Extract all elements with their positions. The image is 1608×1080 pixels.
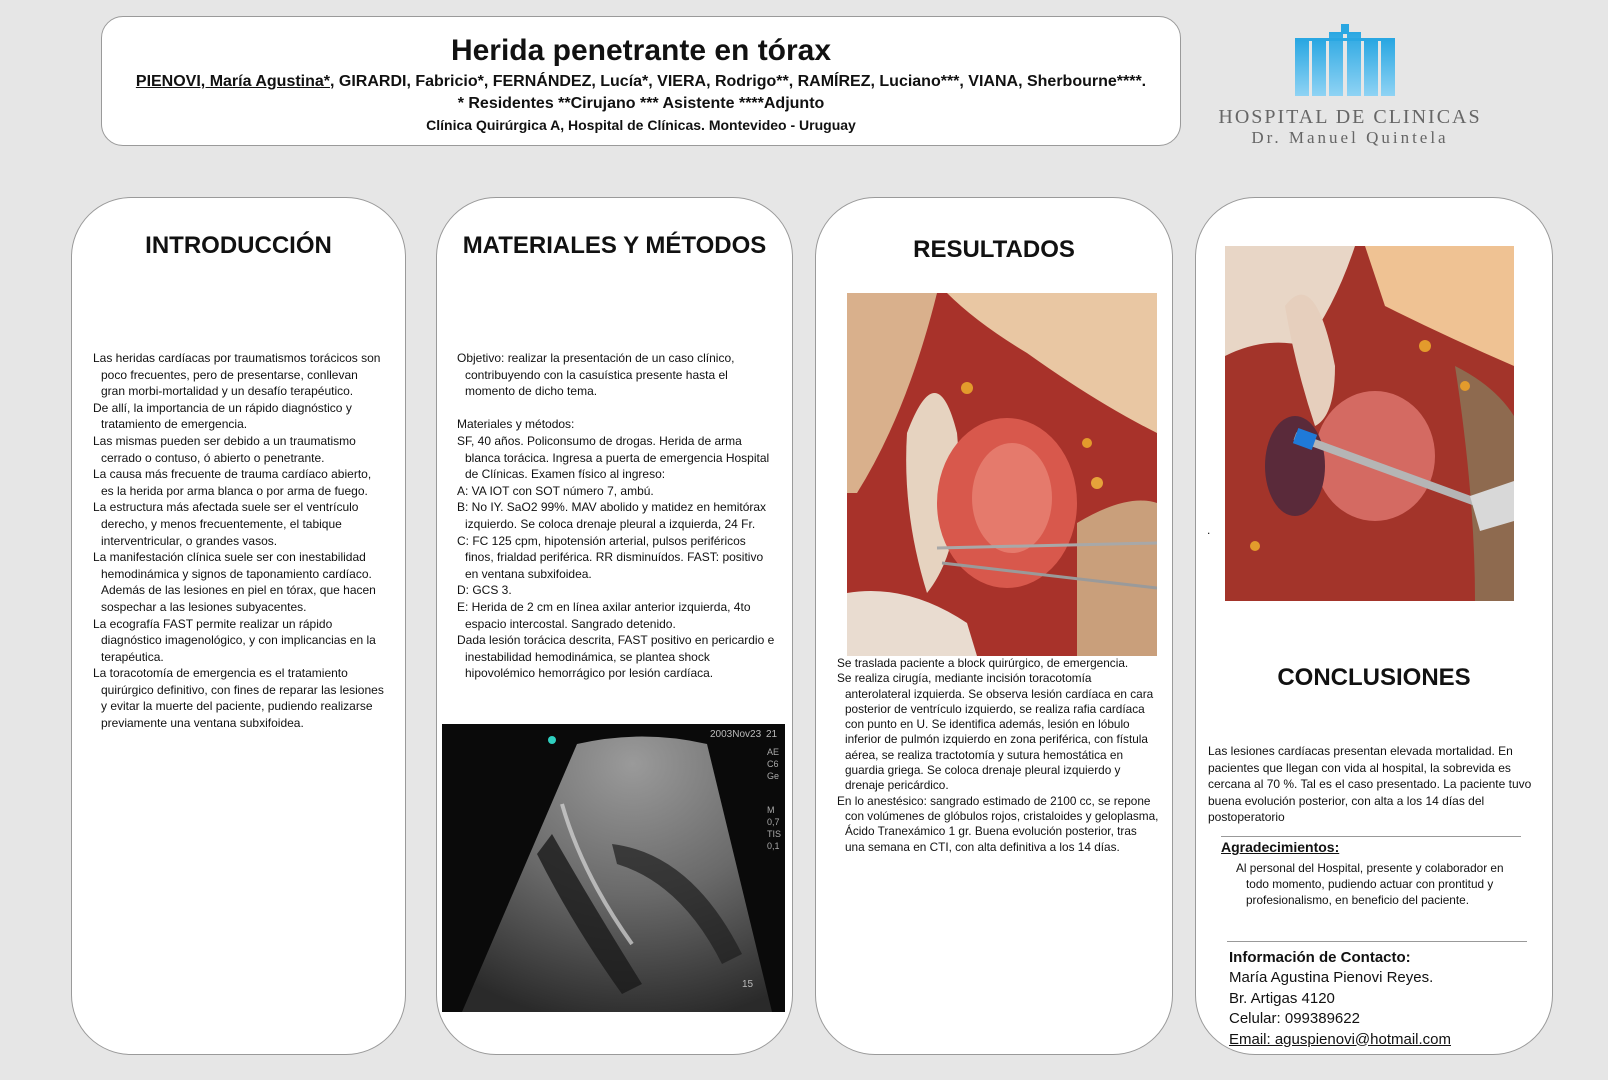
co-authors: , GIRARDI, Fabricio*, FERNÁNDEZ, Lucía*, VIERA, Rodrigo**, RAMÍREZ, Luciano***, VIANA, Sherbourne****. xyxy=(330,73,1147,90)
results-paragraph: En lo anestésico: sangrado estimado de 2100 cc, se repone con volúmenes de glóbulos rojos, cristaloides y geloplasma, Ácido Tranexámico 1 gr. Buena evolución posterior, tras una semana en CTI, con alta definitiva a los 14 días. xyxy=(837,793,1159,854)
intro-paragraph: La toracotomía de emergencia es el tratamiento quirúrgico definitivo, con fines de reparar las lesiones y evitar la muerte del paciente, pudiendo realizarse previamente una ventana subxifoidea. xyxy=(93,666,384,731)
intro-paragraph: La causa más frecuente de trauma cardíaco abierto, es la herida por arma blanca o por arma de fuego. xyxy=(93,467,372,498)
intro-paragraph: La manifestación clínica suele ser con inestabilidad hemodinámica y signos de taponamiento cardíaco. Además de las lesiones en piel en tórax, que hacen sospechar a las lesiones subyacentes. xyxy=(93,550,376,614)
surgery-photo xyxy=(847,293,1157,656)
ack-paragraph: Al personal del Hospital, presente y colaborador en todo momento, pudiendo actuar con prontitud y profesionalismo, en beneficio del paciente. xyxy=(1236,861,1504,907)
methods-paragraph: SF, 40 años. Policonsumo de drogas. Herida de arma blanca torácica. Ingresa a puerta de emergencia Hospital de Clínicas. Examen físico al ingreso: xyxy=(457,433,770,482)
ack-divider xyxy=(1221,836,1521,837)
ultrasound-date: 2003Nov23 xyxy=(710,729,762,740)
results-paragraph: Se realiza cirugía, mediante incisión toracotomía anterolateral izquierda. Se observa lesión cardíaca en cara posterior de ventrículo izquierdo, se realiza rafia cardíaca con punto en U. Se identifica además, lesión en lóbulo inferior de pulmón izquierdo en zona periférica, con fístula aérea, se realiza tractotomía y sutura hemostática en guardia griega. Se coloca drenaje pleural izquierdo y drenaje pericárdico. xyxy=(837,671,1154,793)
methods-paragraph: A: VA IOT con SOT número 7, ambú. xyxy=(457,483,654,498)
contact-title: Información de Contacto: xyxy=(1229,949,1411,966)
intro-paragraph: Las heridas cardíacas por traumatismos torácicos son poco frecuentes, pero de presentarse, conllevan gran morbi-mortalidad y un desafío terapéutico. xyxy=(93,351,381,399)
results-title: RESULTADOS xyxy=(913,236,1075,263)
results-paragraph: Se traslada paciente a block quirúrgico, de emergencia. xyxy=(837,656,1129,670)
poster-header xyxy=(101,16,1181,146)
results-text xyxy=(837,656,1159,855)
ack-title: Agradecimientos: xyxy=(1221,839,1340,855)
ultrasound-side-labels xyxy=(767,746,781,852)
ultrasound-label: M xyxy=(767,805,775,815)
ultrasound-time: 21 xyxy=(766,729,778,740)
intro-text xyxy=(93,350,385,732)
thoracotomy-photo-graphic xyxy=(847,293,1157,656)
contact-phone: Celular: 099389622 xyxy=(1229,1010,1360,1027)
contact-divider xyxy=(1227,941,1527,942)
cardiac-repair-photo-graphic xyxy=(1225,246,1514,601)
author-roles: * Residentes **Cirujano *** Asistente ****Adjunto xyxy=(457,95,825,112)
methods-paragraph: D: GCS 3. xyxy=(457,583,512,598)
contact-email-link[interactable]: Email: aguspienovi@hotmail.com xyxy=(1229,1030,1451,1048)
ultrasound-image xyxy=(442,724,785,1012)
intro-paragraph: Las mismas pueden ser debido a un traumatismo cerrado o contuso, ó abierto o penetrante. xyxy=(93,433,356,465)
ack-text xyxy=(1236,860,1526,908)
ultrasound-label: Ge xyxy=(767,771,780,781)
methods-text xyxy=(457,350,777,682)
hospital-logo xyxy=(1205,24,1495,150)
conclusions-title: CONCLUSIONES xyxy=(1277,664,1471,691)
affiliation: Clínica Quirúrgica A, Hospital de Clínicas. Montevideo - Uruguay xyxy=(426,117,856,133)
hospital-building-icon xyxy=(1295,24,1395,96)
logo-text-hospital: HOSPITAL DE CLINICAS xyxy=(1218,106,1482,128)
poster-title: Herida penetrante en tórax xyxy=(450,34,832,67)
methods-objective: Objetivo: realizar la presentación de un caso clínico, contribuyendo con la casuística presente hasta el momento de dicho tema. xyxy=(457,351,735,399)
ultrasound-label: C6 xyxy=(767,759,779,769)
stray-mark: . xyxy=(1207,523,1211,537)
intro-panel xyxy=(71,197,406,1055)
intro-paragraph: La estructura más afectada suele ser el ventrículo derecho, y menos frecuentemente, el tabique interventricular, o grandes vasos. xyxy=(93,500,359,548)
author-list xyxy=(102,71,1180,93)
conclusions-text: Las lesiones cardíacas presentan elevada mortalidad. En pacientes que llegan con vida al hospital, la sobrevida es cercana al 70 %. Tal es el caso presentado. La paciente tuvo buena evolución posterior, con alta a los 14 días del postoperatorio xyxy=(1208,744,1532,824)
intro-paragraph: La ecografía FAST permite realizar un rápido diagnóstico imagenológico, y con implicancias en la terapéutica. xyxy=(93,616,376,664)
methods-paragraph: E: Herida de 2 cm en línea axilar anterior izquierda, 4to espacio intercostal. Sangrado detenido. xyxy=(457,599,751,631)
results-panel xyxy=(815,197,1173,1055)
first-author: PIENOVI, María Agustina* xyxy=(135,73,331,90)
methods-panel xyxy=(436,197,793,1055)
ultrasound-label: AE xyxy=(767,747,780,757)
intro-title: INTRODUCCIÓN xyxy=(145,232,332,259)
ultrasound-depth: 15 xyxy=(742,979,754,990)
logo-text-director: Dr. Manuel Quintela xyxy=(1251,128,1449,147)
contact-address: Br. Artigas 4120 xyxy=(1229,989,1335,1007)
methods-paragraph: B: No IY. SaO2 99%. MAV abolido y matidez en hemitórax izquierdo. Se coloca drenaje pleural a izquierda, 24 Fr. xyxy=(457,500,767,531)
methods-paragraph: Dada lesión torácica descrita, FAST positivo en pericardio e inestabilidad hemodinámica, se plantea shock hipovolémico hemorrágico por lesión cardíaca. xyxy=(457,633,775,681)
ultrasound-label: TIS xyxy=(767,829,782,839)
ultrasound-label: 0,1 xyxy=(767,841,780,851)
contact-name: María Agustina Pienovi Reyes. xyxy=(1229,969,1434,986)
conclusions-panel xyxy=(1195,197,1553,1055)
intro-paragraph: De allí, la importancia de un rápido diagnóstico y tratamiento de emergencia. xyxy=(93,400,352,432)
cardiac-repair-photo xyxy=(1225,246,1514,601)
methods-paragraph: C: FC 125 cpm, hipotensión arterial, pulsos periféricos finos, frialdad periférica. RR disminuídos. FAST: positivo en ventana subxifoidea. xyxy=(457,533,764,581)
ultrasound-scan-graphic xyxy=(442,724,785,1012)
methods-title: MATERIALES Y MÉTODOS xyxy=(462,232,767,259)
methods-heading: Materiales y métodos: xyxy=(457,417,575,432)
contact-info xyxy=(1229,948,1539,1050)
ultrasound-label: 0,7 xyxy=(767,817,780,827)
